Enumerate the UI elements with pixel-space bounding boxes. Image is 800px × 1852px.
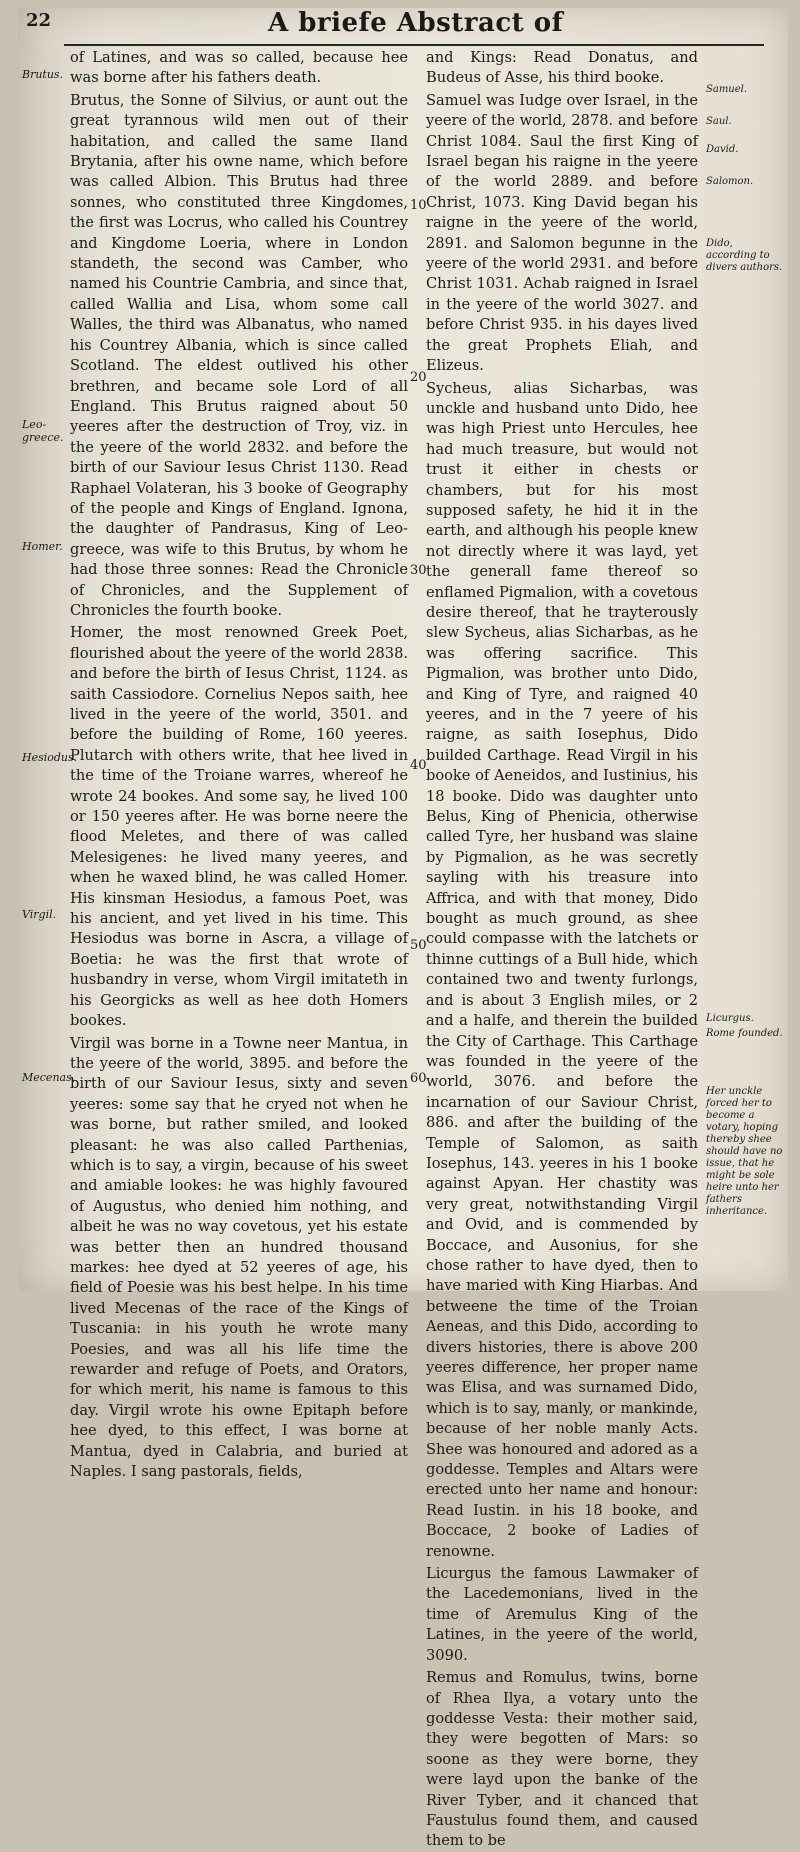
margin-note-mecenas: Mecenas. [22, 1071, 76, 1084]
margin-note-rome: Rome founded. [706, 1028, 783, 1039]
line-number-60: 60 [410, 1071, 427, 1086]
right-column [426, 48, 698, 1852]
margin-note-salomon: Salomon. [706, 176, 754, 187]
paragraph-sycheus: Sycheus, alias Sicharbas, was unckle and husband unto Dido, hee was high Priest unto Hercules, hee had much treasure, but would not trust it either in chests or chambers, but for his most supposed safety, he hid it in the earth, and although his people knew not directly where it was layd, yet the generall fame thereof so enflamed Pigmalion, with a covetous desire thereof, that he trayterously slew Sycheus, alias Sicharbas, as he was offering sacrifice. This Pigmalion, was brother unto Dido, and King of Tyre, and raigned 40 yeeres, and in the 7 yeere of his raigne, as saith Iosephus, Dido builded Carthage. Read Virgil in his booke of Aeneidos, and Iustinius, his 18 booke. Dido was daughter unto Belus, King of Phenicia, otherwise called Tyre, her husband was slaine by Pigmalion, as he was secretly sayling with his treasure into Affrica, and with that money, Dido bought as much ground, as shee could compasse with the latchets or thinne cuttings of a Bull hide, which contained two and twenty furlongs, and is about 3 English miles, or 2 and a halfe, and therein the builded the City of Carthage. This Carthage was founded in the yeere of the world, 3076. and before the incarnation of our Saviour Christ, 886. and after the building of the Temple of Salomon, as saith Iosephus, 143. yeeres in his 1 booke against Apyan. Her chastity was very great, notwithstanding Virgil and Ovid, and is commended by Boccace, and Ausonius, for she chose rather to have dyed, then to have maried with King Hiarbas. And betweene the time of the Troian Aeneas, and this Dido, according to divers histories, there is above 200 yeeres difference, her proper name was Elisa, and was surnamed Dido, which is to say, manly, or mankinde, because of her noble manly Acts. Shee was honoured and adored as a goddesse. Temples and Altars were erected unto her name and honour: Read Iustin. in his 18 booke, and Boccace, 2 booke of Ladies of renowne. [426, 379, 698, 1560]
margin-note-licurgus: Licurgus. [706, 1013, 754, 1024]
line-number-50: 50 [410, 938, 427, 953]
running-head: A briefe Abstract of [268, 8, 564, 38]
paragraph-homer: Homer, the most renowned Greek Poet, flourished about the yeere of the world 2838. and before the birth of Iesus Christ, 1124. as saith Cassiodore. Cornelius Nepos saith, hee lived in the yeere of the world, 3501. and before the building of Rome, 160 yeeres. Plutarch with others write, that hee lived in the time of the Troiane warres, whereof he wrote 24 bookes. And some say, he lived 100 or 150 yeeres after. He was borne neere the flood Meletes, and there of was called Melesigenes: he lived many yeeres, and when he waxed blind, he was called Homer. His kinsman Hesiodus, a famous Poet, was his ancient, and yet lived in his time. This Hesiodus was borne in Ascra, a village of Boetia: he was the first that wrote of husbandry in verse, whom Virgil imitateth in his Georgicks as well as hee doth Homers bookes. [70, 624, 408, 1030]
line-number-40: 40 [410, 758, 427, 773]
margin-note-hesiodus: Hesiodus. [22, 751, 78, 764]
left-column [70, 48, 408, 1482]
header-rule [64, 44, 764, 46]
paragraph-remus: Remus and Romulus, twins, borne of Rhea Ilya, a votary unto the goddesse Vesta: their mother said, they were begotten of Mars: so soone as they were borne, they were layd upon the banke of the River Tyber, and it chanced that Faustulus found them, and caused them to be [426, 1669, 698, 1850]
margin-note-saul: Saul. [706, 116, 732, 127]
paragraph-virgil: Virgil was borne in a Towne neer Mantua, in the yeere of the world, 3895. and before the birth of our Saviour Iesus, sixty and seven yeeres: some say that he cryed not when he was borne, but rather smiled, and looked pleasant: he was also called Parthenias, which is to say, a virgin, because of his sweet and amiable lookes: he was highly favoured of Augustus, who denied him nothing, and albeit he was no way covetous, yet his estate was better then an hundred thousand markes: hee dyed at 52 yeeres of age, his field of Poesie was his best helpe. In his time lived Mecenas of the race of the Kings of Tuscania: in his youth he wrote many Poesies, and was all his life time the rewarder and refuge of Poets, and Orators, for which merit, his name is famous to this day. Virgil wrote his owne Epitaph before hee dyed, to this effect, I was borne at Mantua, dyed in Calabria, and buried at Naples. I sang pastorals, fields, [70, 1034, 408, 1481]
paragraph-licurgus: Licurgus the famous Lawmaker of the Lacedemonians, lived in the time of Aremulus King of the Latines, in the yeere of the world, 3090. [426, 1565, 698, 1664]
paragraph-brutus: Brutus, the Sonne of Silvius, or aunt out the great tyrannous wild men out of their habitation, and called the same Iland Brytania, after his owne name, which before was called Albion. This Brutus had three sonnes, who constituted three Kingdomes, the first was Locrus, who called his Countrey and Kingdome Loeria, where in London standeth, the second was Camber, who named his Countrie Cambria, and since that, called Wallia and Lisa, whom some call Walles, the third was Albanatus, who named his Countrey Albania, which is since called Scotland. The eldest outlived his other brethren, and became sole Lord of all England. This Brutus raigned about 50 yeeres after the destruction of Troy, viz. in the yeere of the world 2832. and before the birth of our Saviour Iesus Christ 1130. Read Raphael Volateran, his 3 booke of Geography of the people and Kings of England. Ignona, the daughter of Pandrasus, King of Leo-greece, was wife to this Brutus, by whom he had those three sonnes: Read the Chronicle of Chronicles, and the Supplement of Chronicles the fourth booke. [70, 91, 408, 619]
margin-note-david: David. [706, 144, 739, 155]
page-number: 22 [26, 10, 52, 31]
margin-note-dido: Dido, according to divers authors. [706, 238, 783, 273]
margin-note-homer: Homer. [22, 540, 63, 553]
margin-note-brutus: Brutus. [22, 68, 64, 81]
margin-note-samuel: Samuel. [706, 84, 748, 95]
margin-note-leo-greece: Leo-greece. [22, 418, 64, 444]
line-number-20: 20 [410, 370, 427, 385]
margin-note-romulus: Her unckle forced her to become a votary, hoping thereby shee should have no issue, that he might be sole heire unto her fathers inheritance. [706, 1086, 783, 1217]
margin-note-virgil: Virgil. [22, 908, 57, 921]
line-number-30: 30 [410, 563, 427, 578]
line-number-10: 10 [410, 198, 427, 213]
paragraph-donatus: and Kings: Read Donatus, and Budeus of Asse, his third booke. [426, 49, 698, 87]
paragraph-latines: of Latines, and was so called, because hee was borne after his fathers death. [70, 49, 408, 87]
book-page [18, 8, 788, 1850]
paragraph-samuel: Samuel was Iudge over Israel, in the yeere of the world, 2878. and before Christ 1084. Saul the first King of Israel began his raigne in the yeere of the world 2889. and before Christ, 1073. King David began his raigne in the yeere of the world, 2891. and Salomon begunne in the yeere of the world 2931. and before Christ 1031. Achab raigned in Israel in the yeere of the world 3027. and before Christ 935. in his dayes lived the great Prophets Eliah, and Elizeus. [426, 91, 698, 375]
